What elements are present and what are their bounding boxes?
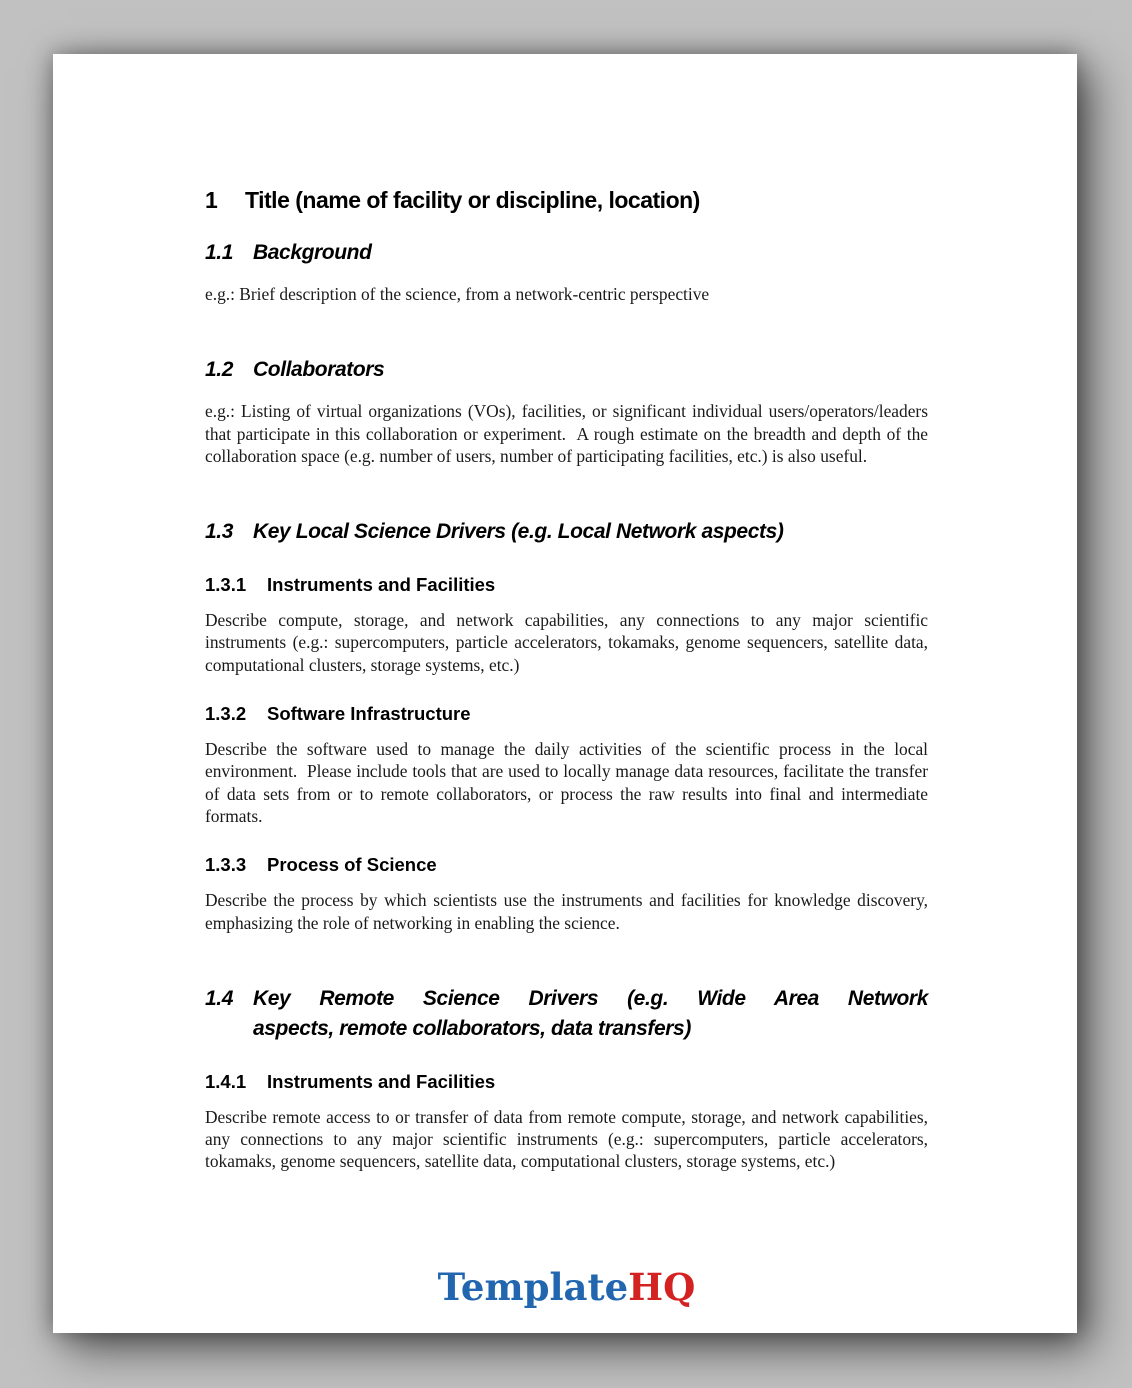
heading-key-remote-line2: aspects, remote collaborators, data transfers) [253,1016,691,1040]
templatehq-logo-primary: Template [437,1264,629,1309]
heading-key-remote-line1: Key Remote Science Drivers (e.g. Wide Area Network [253,986,928,1010]
templatehq-logo [205,1265,928,1309]
heading-133-number: 1.3.3 [205,854,247,876]
heading-background-number: 1.1 [205,241,233,264]
paragraph-software-infrastructure: Describe the software used to manage the daily activities of the scientific process in the local environment. Please include tools that are used to locally manage data resources, facilitate the transfer of data sets from or to remote collaborators, or process the raw results into final and intermediate formats. [205,739,933,826]
paragraph-collaborators: e.g.: Listing of virtual organizations (VOs), facilities, or significant individual users/operators/leaders that participate in this collaboration or experiment. A rough estimate on the breadth and depth of the collaboration space (e.g. number of users, number of participating facilities, etc.) is also useful. [205,401,933,466]
paragraph-instruments-facilities-remote: Describe remote access to or transfer of data from remote compute, storage, and network capabilities, any connections to any major scientific instruments (e.g.: supercomputers, particle accelerators, tokamaks, genome sequencers, satellite data, computational clusters, storage systems, etc.) [205,1106,933,1172]
heading-title [205,187,928,214]
heading-software-infrastructure [205,702,928,726]
heading-instruments-facilities-local [205,573,928,597]
heading-instruments-facilities-remote [205,1070,928,1094]
heading-key-local-science-drivers [205,517,928,547]
heading-collaborators-text: Collaborators [253,358,385,382]
heading-title-number: 1 [205,187,218,213]
heading-131-text: Instruments and Facilities [267,574,496,596]
heading-141-text: Instruments and Facilities [267,1070,496,1092]
heading-background [205,238,928,268]
paragraph-background: e.g.: Brief description of the science, from a network-centric perspective [205,284,710,304]
paragraph-process-of-science: Describe the process by which scientists use the instruments and facilities for knowledge discovery, emphasizing the role of networking in enabling the science. [205,890,933,933]
document-page [53,54,1077,1333]
heading-key-local-text: Key Local Science Drivers (e.g. Local Network aspects) [253,520,784,544]
heading-collaborators [205,355,928,385]
heading-key-remote-text [253,984,928,1044]
heading-131-number: 1.3.1 [205,574,247,596]
heading-title-text: Title (name of facility or discipline, location) [245,187,700,213]
heading-background-text: Background [253,241,372,264]
heading-132-number: 1.3.2 [205,703,247,725]
heading-key-remote-number: 1.4 [205,986,233,1010]
templatehq-logo-accent: HQ [628,1264,696,1309]
paragraph-instruments-facilities-local: Describe compute, storage, and network capabilities, any connections to any major scientific instruments (e.g.: supercomputers, particle accelerators, tokamaks, genome sequencers, satellite data, computational clusters, storage systems, etc.) [205,610,933,675]
heading-133-text: Process of Science [267,854,437,876]
heading-collaborators-number: 1.2 [205,358,233,382]
heading-key-local-number: 1.3 [205,520,233,544]
heading-key-remote-science-drivers [205,984,928,1044]
heading-141-number: 1.4.1 [205,1070,247,1092]
heading-process-of-science [205,853,928,877]
heading-132-text: Software Infrastructure [267,703,471,725]
